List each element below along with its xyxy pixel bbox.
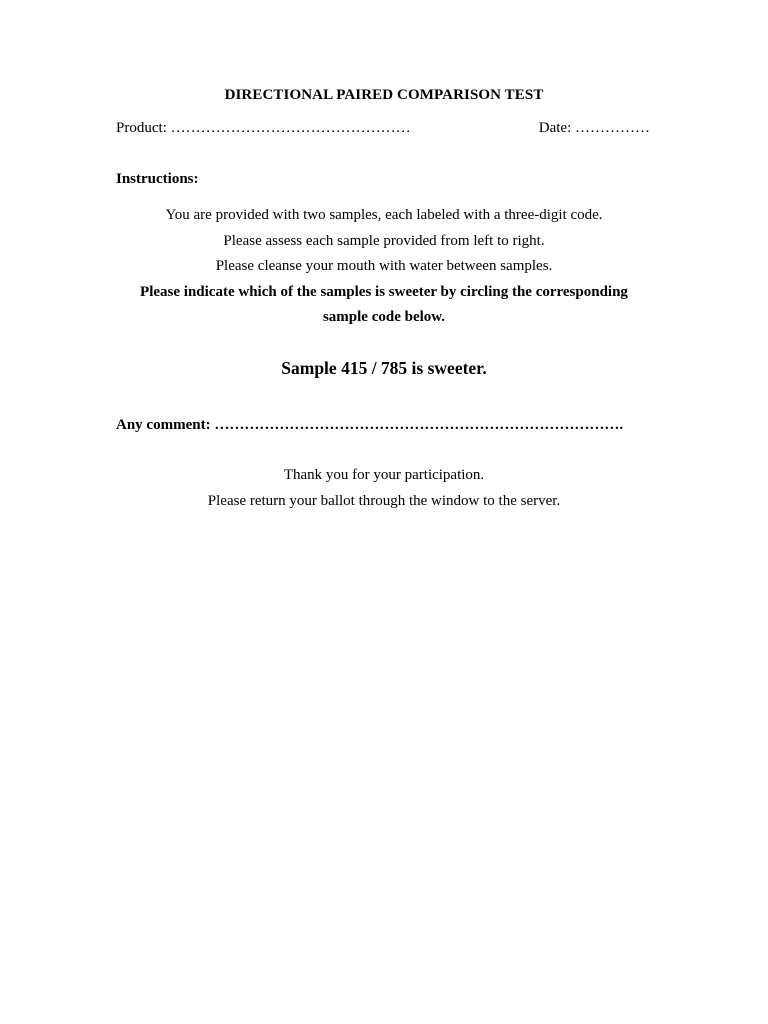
instruction-line-5: sample code below. [322, 309, 446, 325]
instruction-line-3: Please cleanse your mouth with water between samples. [215, 258, 553, 274]
instruction-line-4: Please indicate which of the samples is sweeter by circling the corresponding [140, 284, 628, 300]
instruction-line-2: Please assess each sample provided from left to right. [223, 233, 545, 249]
instruction-line-1: You are provided with two samples, each labeled with a three-digit code. [165, 207, 603, 223]
date-field: Date: …………… [538, 120, 650, 136]
header-fields [116, 120, 650, 140]
closing-line-2: Please return your ballot through the window to the server. [207, 493, 561, 509]
product-field: Product: ………………………………………… [116, 120, 411, 136]
closing-line-1: Thank you for your participation. [283, 467, 485, 483]
instructions-heading: Instructions: [116, 171, 199, 187]
form-title: DIRECTIONAL PAIRED COMPARISON TEST [224, 87, 544, 103]
sample-statement: Sample 415 / 785 is sweeter. [281, 358, 487, 378]
comment-field: Any comment: ………………………………………………………………………. [116, 417, 624, 433]
